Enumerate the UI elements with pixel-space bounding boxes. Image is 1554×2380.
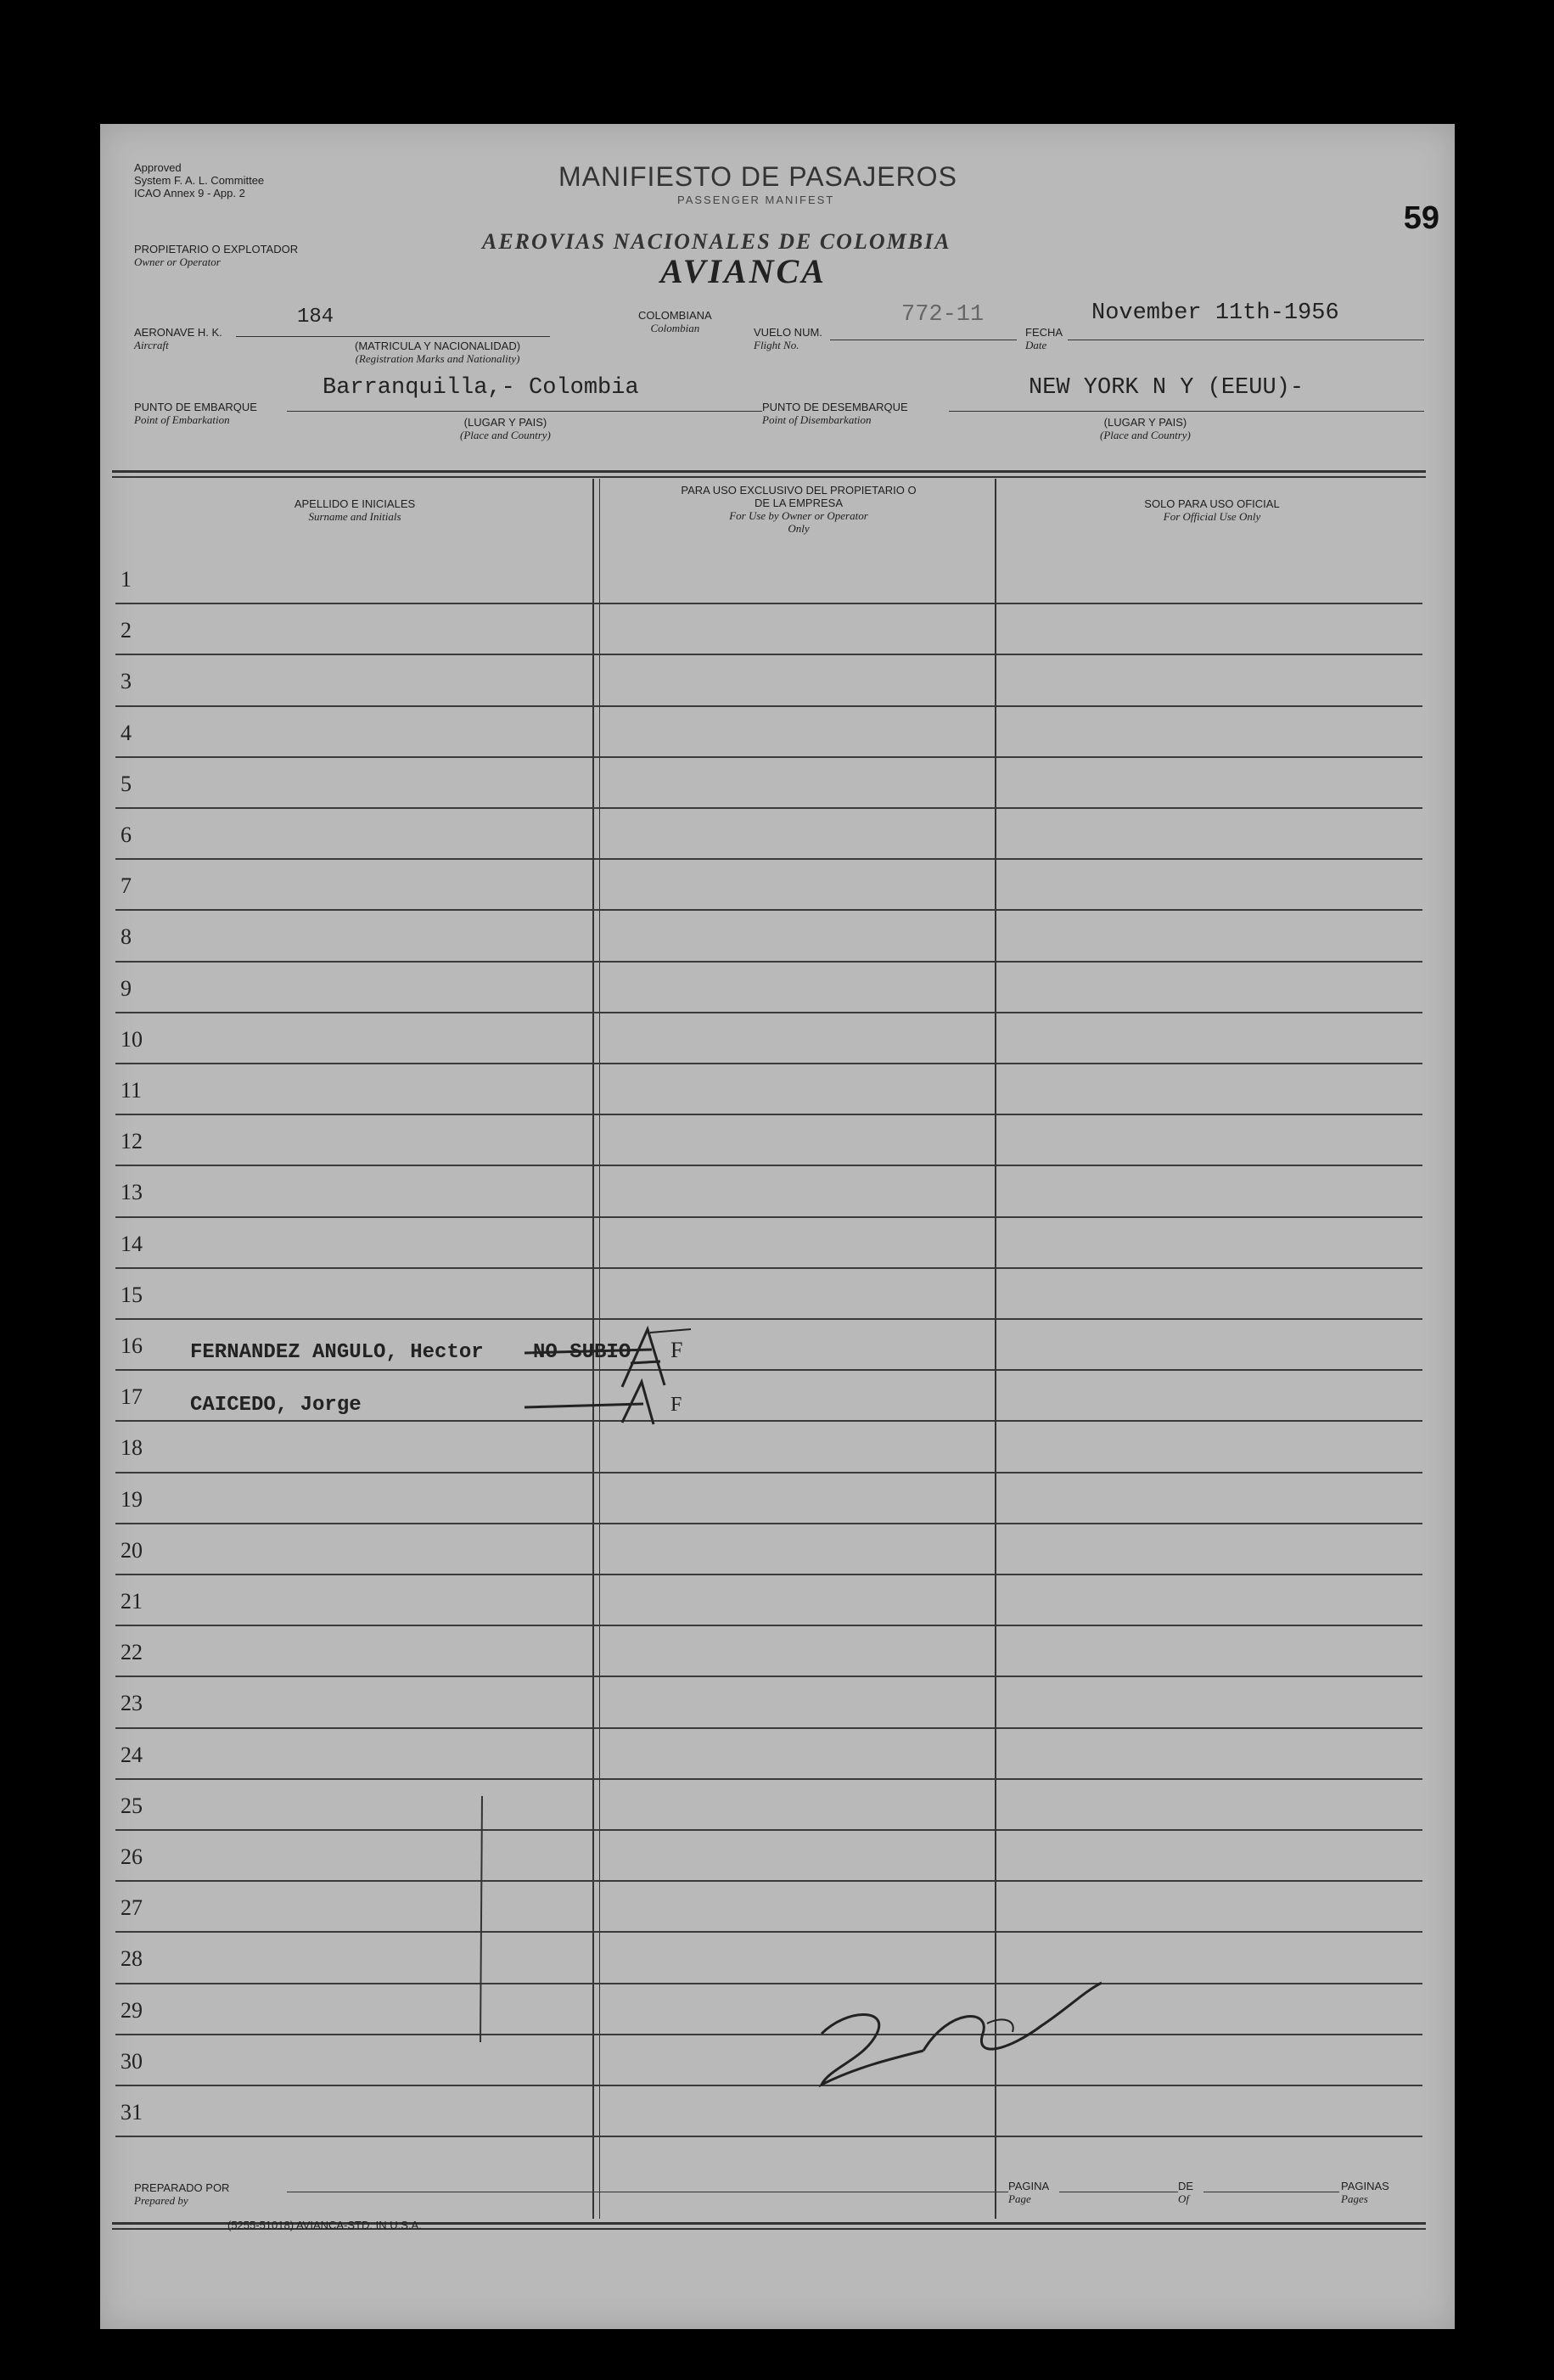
approval-line-2: System F. A. L. Committee [134, 174, 265, 187]
registration-label-block [355, 340, 520, 365]
entry-16-name: FERNANDEZ ANGULO, Hector [190, 1341, 484, 1364]
airline-brand: AVIANCA [660, 252, 827, 290]
manifest-title: MANIFIESTO DE PASAJEROS [558, 161, 957, 192]
date-label-en: Date [1025, 339, 1047, 351]
row-line [115, 1523, 1422, 1524]
col-header-owner-en: For Use by Owner or Operator Only [729, 509, 868, 535]
disembark-label: PUNTO DE DESEMBARQUE [762, 401, 908, 413]
handwritten-check-marks [508, 1312, 694, 1431]
nationality-label-block [638, 309, 712, 334]
pages-label: PAGINAS [1341, 2180, 1389, 2192]
handwritten-initials [796, 1957, 1153, 2093]
row-line [115, 1676, 1422, 1677]
aircraft-label-block [134, 326, 222, 351]
col-header-names-label: APELLIDO E INICIALES [294, 497, 416, 510]
row-number: 27 [121, 1895, 143, 1921]
of-label: DE [1178, 2180, 1194, 2192]
row-line [115, 858, 1422, 860]
owner-label-block [134, 243, 298, 268]
col-header-owner-label: PARA USO EXCLUSIVO DEL PROPIETARIO O DE LA EMPRESA [681, 484, 917, 509]
row-line [115, 1420, 1422, 1422]
row-line [115, 1267, 1422, 1269]
nationality-label: COLOMBIANA [638, 309, 712, 322]
approval-line-1: Approved [134, 161, 182, 174]
disembark-place-label-block [1100, 416, 1191, 441]
flight-label: VUELO NUM. [754, 326, 822, 339]
embark-label-en: Point of Embarkation [134, 413, 230, 426]
row-line [115, 807, 1422, 809]
registration-label-en: (Registration Marks and Nationality) [355, 352, 520, 365]
embark-label-block [134, 401, 257, 426]
disembark-label-block [762, 401, 908, 426]
row-number: 29 [121, 1997, 143, 2023]
row-number: 22 [121, 1640, 143, 1665]
page-label: PAGINA [1008, 2180, 1050, 2192]
row-line [115, 1012, 1422, 1013]
row-number: 1 [121, 567, 132, 592]
col-header-official [1000, 497, 1424, 523]
row-number: 2 [121, 618, 132, 643]
flight-label-block [754, 326, 822, 351]
row-line [115, 1983, 1422, 1984]
row-number: 13 [121, 1180, 143, 1205]
pages-label-en: Pages [1341, 2192, 1368, 2205]
row-number: 31 [121, 2100, 143, 2125]
row-line [115, 1216, 1422, 1218]
disembark-label-en: Point of Disembarkation [762, 413, 872, 426]
col-header-names-en: Surname and Initials [308, 510, 401, 523]
row-line [115, 654, 1422, 655]
disembark-place-label: (LUGAR Y PAIS) [1103, 416, 1187, 429]
manifest-subtitle: PASSENGER MANIFEST [677, 194, 835, 206]
row-line [115, 1472, 1422, 1473]
row-number: 14 [121, 1231, 143, 1256]
row-line [115, 961, 1422, 963]
row-line [115, 1727, 1422, 1729]
row-number: 20 [121, 1537, 143, 1563]
row-line [115, 2136, 1422, 2137]
of-label-block [1178, 2180, 1193, 2205]
table-top-rule-2 [112, 476, 1426, 478]
disembark-underline [949, 411, 1424, 412]
embark-label: PUNTO DE EMBARQUE [134, 401, 257, 413]
page-label-en: Page [1008, 2192, 1031, 2205]
row-line [115, 909, 1422, 911]
disembark-value: NEW YORK N Y (EEUU)- [1029, 375, 1304, 401]
row-number: 15 [121, 1282, 143, 1307]
date-value: November 11th-1956 [1091, 300, 1339, 326]
row-number: 3 [121, 669, 132, 694]
entry-16-mark: F [670, 1338, 683, 1362]
page-label-block [1008, 2180, 1049, 2205]
row-number: 26 [121, 1844, 143, 1869]
row-number: 17 [121, 1384, 143, 1410]
entry-17-mark: F [670, 1394, 682, 1416]
date-label-block [1025, 326, 1063, 351]
prepared-by-label-en: Prepared by [134, 2194, 188, 2207]
manifest-sheet [100, 124, 1455, 2329]
row-number: 19 [121, 1486, 143, 1512]
row-number: 25 [121, 1793, 143, 1818]
row-line [115, 2085, 1422, 2086]
row-number: 5 [121, 771, 132, 796]
row-line [115, 1114, 1422, 1115]
row-number: 9 [121, 975, 132, 1001]
row-line [115, 1063, 1422, 1064]
embark-place-label-en: (Place and Country) [460, 429, 551, 441]
row-line [115, 1165, 1422, 1166]
aircraft-underline [236, 336, 550, 337]
row-line [115, 756, 1422, 758]
row-number: 23 [121, 1691, 143, 1716]
row-number: 6 [121, 822, 132, 847]
row-line [115, 1931, 1422, 1933]
row-line [115, 1880, 1422, 1882]
aircraft-label-en: Aircraft [134, 339, 169, 351]
row-line [115, 1829, 1422, 1831]
row-number: 18 [121, 1435, 143, 1461]
row-line [115, 705, 1422, 707]
row-line [115, 1778, 1422, 1780]
row-number: 28 [121, 1946, 143, 1972]
flight-label-en: Flight No. [754, 339, 799, 351]
flight-value: 772-11 [901, 302, 985, 328]
owner-label-en: Owner or Operator [134, 255, 221, 268]
registration-label: (MATRICULA Y NACIONALIDAD) [355, 340, 521, 352]
row-number: 7 [121, 873, 132, 899]
row-line [115, 2034, 1422, 2035]
row-number: 11 [121, 1078, 143, 1103]
embark-place-label: (LUGAR Y PAIS) [463, 416, 547, 429]
row-number: 16 [121, 1333, 143, 1358]
embark-underline [287, 411, 762, 412]
prepared-by-label: PREPARADO POR [134, 2181, 230, 2194]
pages-label-block [1341, 2180, 1389, 2205]
row-line [115, 1369, 1422, 1371]
row-number: 30 [121, 2048, 143, 2074]
owner-label: PROPIETARIO O EXPLOTADOR [134, 243, 299, 255]
row-number: 24 [121, 1742, 143, 1767]
date-label: FECHA [1025, 326, 1063, 339]
nationality-label-en: Colombian [650, 322, 700, 334]
col-header-names [117, 497, 592, 523]
airline-name: AEROVIAS NACIONALES DE COLOMBIA [482, 229, 951, 254]
embark-value: Barranquilla,- Colombia [323, 375, 639, 401]
col-header-owner [599, 484, 998, 535]
row-number: 10 [121, 1026, 143, 1052]
table-top-rule [112, 470, 1426, 473]
col-header-official-label: SOLO PARA USO OFICIAL [1144, 497, 1280, 510]
approval-line-3: ICAO Annex 9 - App. 2 [134, 187, 245, 199]
row-number: 8 [121, 924, 132, 950]
of-label-en: Of [1178, 2192, 1189, 2205]
page-number: 59 [1403, 200, 1439, 236]
row-number: 12 [121, 1129, 143, 1154]
col-header-official-en: For Official Use Only [1163, 510, 1261, 523]
row-line [115, 1318, 1422, 1320]
disembark-place-label-en: (Place and Country) [1100, 429, 1191, 441]
prepared-by-block [134, 2181, 229, 2207]
print-code: (5255-51018) AVIANCA-STD. IN U.S.A. [227, 2219, 422, 2231]
entry-17-name: CAICEDO, Jorge [190, 1394, 362, 1417]
approval-block [134, 161, 264, 199]
handwritten-vertical-mark [474, 1788, 491, 2059]
aircraft-label: AERONAVE H. K. [134, 326, 222, 339]
row-number: 4 [121, 720, 132, 745]
row-line [115, 603, 1422, 604]
row-line [115, 1574, 1422, 1575]
entry-16-note: NO SUBIO [533, 1341, 631, 1364]
aircraft-value: 184 [297, 306, 334, 328]
row-number: 21 [121, 1589, 143, 1614]
row-line [115, 1625, 1422, 1626]
embark-place-label-block [460, 416, 551, 441]
